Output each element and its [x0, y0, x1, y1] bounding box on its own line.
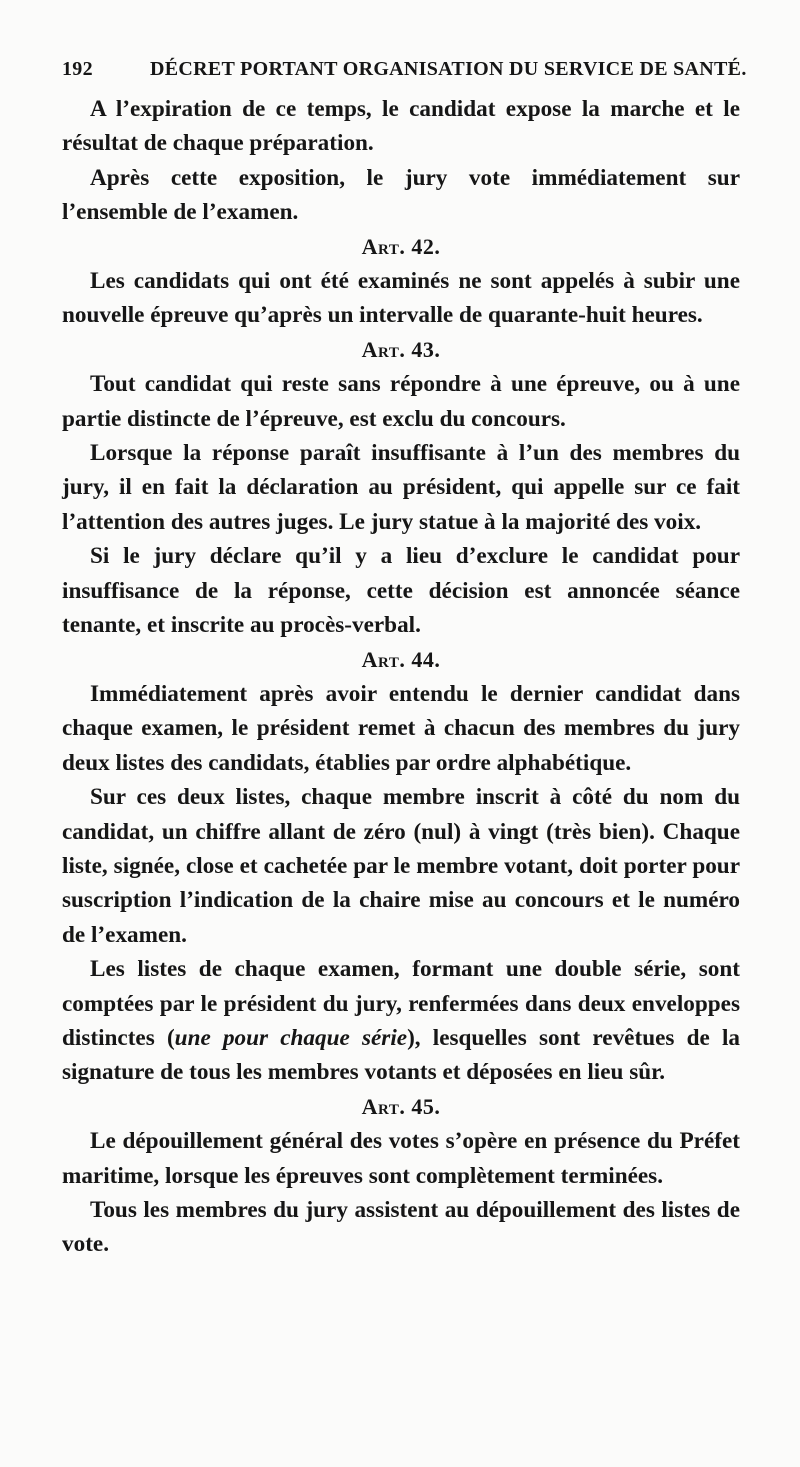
running-title: DÉCRET PORTANT ORGANISATION DU SERVICE DE SANTÉ. [150, 58, 747, 80]
article-heading-42 [62, 230, 740, 264]
page-header [62, 58, 747, 88]
paragraph: Après cette exposition, le jury vote immédiatement sur l’ensemble de l’examen. [62, 164, 740, 226]
article-number: 45. [411, 1093, 441, 1119]
paragraph: Tous les membres du jury assistent au dépouillement des listes de vote. [62, 1197, 740, 1258]
paragraph [62, 952, 740, 1090]
article-number: 42. [411, 233, 441, 259]
text-segment: ), lesquelles sont revêtues de la signature de tous les membres votants et déposées en lieu sûr. [62, 1024, 740, 1086]
paragraph: A l’expiration de ce temps, le candidat expose la marche et le résultat de chaque préparation. [62, 96, 740, 157]
article-heading-45 [62, 1090, 740, 1124]
article-word: Art. [361, 1093, 406, 1119]
article-heading-43 [62, 333, 740, 367]
paragraph: Immédiatement après avoir entendu le dernier candidat dans chaque examen, le président remet à chacun des membres du jury deux listes des candidats, établies par ordre alphabétique. [62, 680, 740, 776]
page-number: 192 [62, 58, 93, 80]
body-text [62, 92, 740, 1262]
paragraph: Lorsque la réponse paraît insuffisante à l’un des membres du jury, il en fait la déclaration au président, qui appelle sur ce fait l’attention des autres juges. Le jury statue à la majorité des voix. [62, 440, 740, 535]
article-number: 43. [411, 336, 441, 362]
article-heading-44 [62, 643, 740, 677]
article-number: 44. [411, 646, 441, 672]
article-word: Art. [361, 646, 406, 672]
paragraph: Les candidats qui ont été examinés ne sont appelés à subir une nouvelle épreuve qu’après un intervalle de quarante-huit heures. [62, 268, 740, 329]
paragraph: Tout candidat qui reste sans répondre à une épreuve, ou à une partie distincte de l’épreuve, est exclu du concours. [62, 371, 740, 432]
paragraph: Sur ces deux listes, chaque membre inscrit à côté du nom du candidat, un chiffre allant de zéro (nul) à vingt (très bien). Chaque liste, signée, close et cachetée par le membre votant, doit porter pour suscription l’indication de la chaire mise au concours et le numéro de l’examen. [62, 784, 740, 948]
paragraph: Le dépouillement général des votes s’opère en présence du Préfet maritime, lorsque les épreuves sont complètement terminées. [62, 1128, 740, 1189]
text-segment: Les listes de chaque examen, formant une double série, sont comptées par le président du jury, renfermées dans deux enveloppes distinctes ( [62, 956, 740, 1051]
italic-phrase: une pour chaque série [174, 1024, 408, 1051]
article-word: Art. [361, 336, 406, 362]
article-word: Art. [361, 233, 406, 259]
paragraph: Si le jury déclare qu’il y a lieu d’exclure le candidat pour insuffisance de la réponse, cette décision est annoncée séance tenante, et inscrite au procès-verbal. [62, 543, 740, 639]
